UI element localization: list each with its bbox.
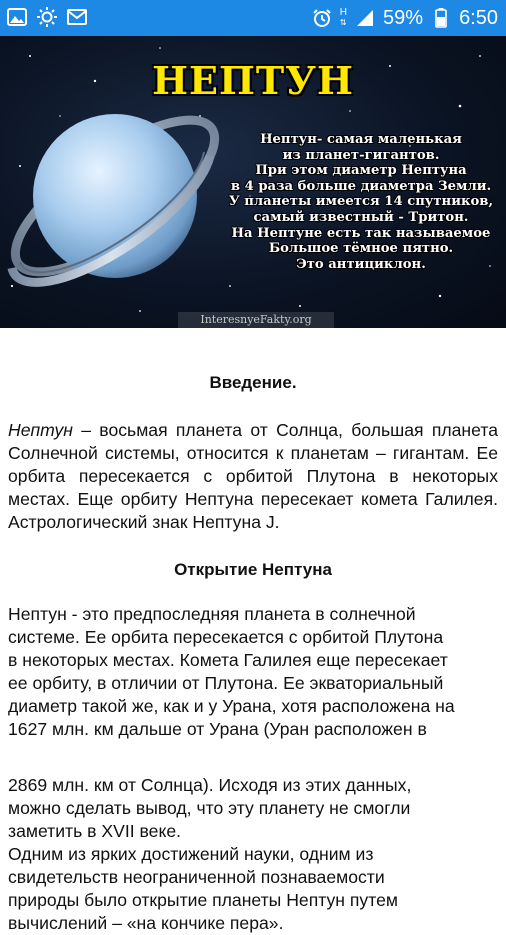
discovery-line: Нептун - это предпоследняя планета в солнечной — [8, 604, 416, 624]
intro-term: Нептун — [8, 420, 73, 440]
settings-brightness-icon — [36, 6, 58, 28]
discovery-heading: Открытие Нептуна — [174, 560, 332, 579]
hero-description-line: в 4 раза больше диаметра Земли. — [230, 178, 492, 194]
article-body — [8, 345, 498, 935]
discovery-line: можно сделать вывод, что эту планету не смогли — [8, 798, 411, 818]
discovery-line: ее орбиту, в отличии от Плутона. Ее экваториальный — [8, 673, 444, 693]
hero-description-line: Большое тёмное пятно. — [268, 241, 454, 257]
discovery-line: природы было открытие планеты Нептун путем — [8, 890, 398, 910]
hero-description-line: При этом диаметр Нептуна — [255, 163, 467, 179]
intro-heading: Введение. — [209, 373, 297, 392]
hero-description-line: У планеты имеется 14 спутников, — [228, 194, 494, 210]
photos-icon — [6, 6, 28, 28]
network-type-label: H — [339, 7, 348, 18]
discovery-line: 1627 млн. км дальше от Урана (Уран расположен в — [8, 719, 427, 739]
hero-description-line: самый известный - Тритон. — [253, 209, 469, 225]
discovery-line: диаметр такой же, как и у Урана, хотя расположена на — [8, 696, 455, 716]
discovery-paragraph-a — [8, 603, 498, 741]
intro-text: – восьмая планета от Солнца, большая планета Солнечной системы, относится к планетам – гигантам. Ее орбита пересекается с орбитой Плутона в некоторых местах. Еще орбиту Нептуна пересекает комета Галилея. Астрологический знак Нептуна J. — [8, 420, 498, 532]
hero-description-line: из планет-гигантов. — [282, 147, 440, 163]
discovery-line: Одним из ярких достижений науки, одним из — [8, 844, 374, 864]
gmail-icon — [66, 6, 88, 28]
intro-paragraph — [8, 419, 498, 534]
discovery-line: вычислений – «на кончике пера». — [8, 913, 284, 933]
network-h-icon: H ⇅ — [339, 7, 348, 27]
hero-description-line: Нептун- самая маленькая — [260, 132, 462, 147]
status-bar — [0, 0, 506, 36]
discovery-line: в некоторых местах. Комета Галилея еще пересекает — [8, 650, 448, 670]
hero-banner — [0, 36, 506, 328]
signal-icon — [354, 7, 376, 29]
discovery-line: свидетельств неограниченной познаваемости — [8, 867, 385, 887]
hero-description-line: Это антициклон. — [296, 256, 426, 272]
battery-percent: 59% — [383, 6, 424, 29]
hero-title: НЕПТУН — [152, 58, 354, 103]
hero-description-line: На Нептуне есть так называемое — [231, 225, 491, 241]
notification-icons — [6, 6, 88, 28]
battery-icon — [430, 7, 452, 29]
discovery-line: системе. Ее орбита пересекается с орбитой Плутона — [8, 627, 444, 647]
discovery-paragraph-b — [8, 774, 498, 935]
system-icons — [311, 4, 498, 32]
discovery-line: заметить в XVII веке. — [8, 821, 182, 841]
hero-description — [218, 132, 504, 272]
discovery-line: 2869 млн. км от Солнца). Исходя из этих данных, — [8, 775, 412, 795]
image-watermark: InteresnyeFakty.org — [178, 312, 334, 328]
clock: 6:50 — [459, 6, 498, 29]
alarm-icon — [311, 7, 333, 29]
